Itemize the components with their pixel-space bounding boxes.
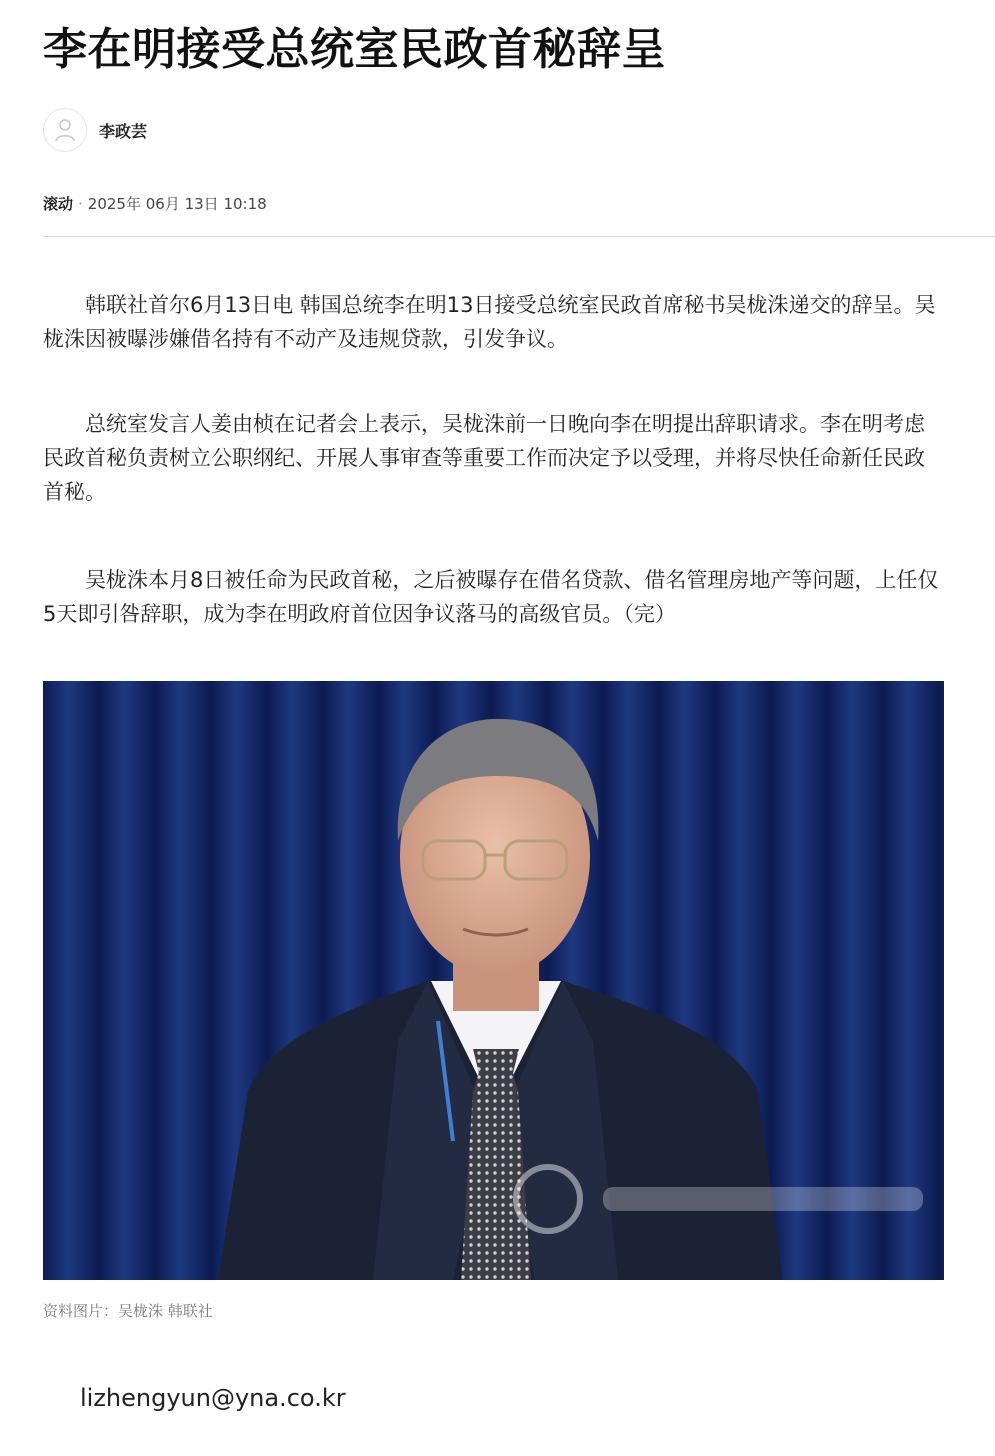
article-photo[interactable] xyxy=(43,681,944,1280)
publish-datetime: 2025年 06月 13日 10:18 xyxy=(87,195,267,213)
user-icon[interactable] xyxy=(43,108,87,152)
divider xyxy=(43,236,995,237)
author-name[interactable]: 李政芸 xyxy=(99,121,148,141)
photo-caption: 资料图片：吴栊洙 韩联社 xyxy=(43,1302,213,1320)
article-paragraph: 吴栊洙本月8日被任命为民政首秘，之后被曝存在借名贷款、借名管理房地产等问题，上任仅5天即引咎辞职，成为李在明政府首位因争议落马的高级官员。（完） xyxy=(43,568,939,626)
author-email[interactable]: lizhengyun@yna.co.kr xyxy=(80,1384,346,1412)
category-link[interactable]: 滚动 xyxy=(43,195,74,213)
meta-separator: · xyxy=(78,195,83,213)
article-paragraph: 韩联社首尔6月13日电 韩国总统李在明13日接受总统室民政首席秘书吴栊洙递交的辞呈。吴栊洙因被曝涉嫌借名持有不动产及违规贷款，引发争议。 xyxy=(43,293,936,351)
author-block[interactable] xyxy=(43,107,147,153)
article-meta xyxy=(43,193,267,214)
article-title: 李在明接受总统室民政首秘辞呈 xyxy=(43,24,666,75)
article-paragraph: 总统室发言人姜由桢在记者会上表示，吴栊洙前一日晚向李在明提出辞职请求。李在明考虑民政首秘负责树立公职纲纪、开展人事审查等重要工作而决定予以受理，并将尽快任命新任民政首秘。 xyxy=(43,412,925,504)
